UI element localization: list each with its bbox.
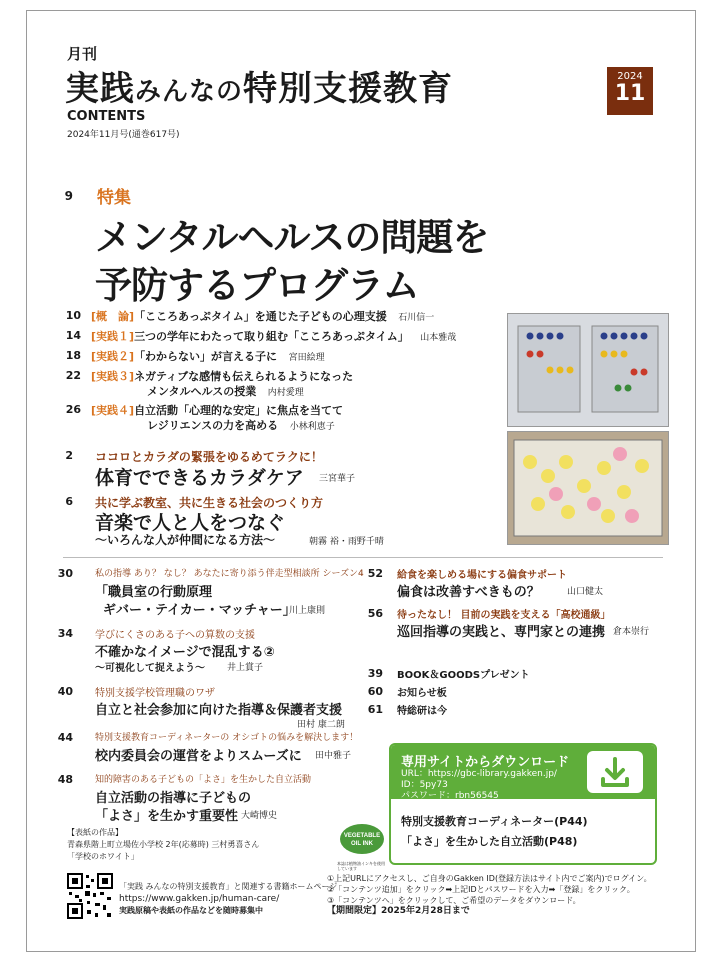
left-item-page: 44 [57, 731, 73, 744]
item-title: 「こころあっぷタイム」を通じた子どもの心理支援 [134, 310, 387, 323]
footer-info [119, 881, 337, 917]
left-item-kicker: 知的障害のある子どもの「よさ」を生かした自立活動 [95, 775, 312, 785]
item-tag: [実践３] [91, 370, 135, 383]
item-page: 22 [65, 369, 81, 382]
left-item-title: 自立活動の指導に子どもの [95, 791, 252, 806]
special-page: 6 [65, 495, 73, 508]
download-password: パスワード：rbn56545 [401, 791, 499, 801]
title-part-a: 実践 [65, 69, 135, 109]
veg-ink-note: 本誌は植物油インキを使用しています [337, 861, 385, 871]
left-item-page: 48 [57, 773, 73, 786]
feature-photo-magnet-board [507, 313, 669, 427]
vegetable-oil-ink-logo [337, 821, 387, 871]
footer-url[interactable]: https://www.gakken.jp/human-care/ [119, 894, 280, 904]
item-title: 自立活動「心理的な安定」に焦点を当てて [134, 404, 344, 417]
left-item-kicker: 特別支援学校管理職のワザ [95, 688, 215, 699]
item-page: 10 [65, 309, 81, 322]
item-page: 14 [65, 329, 81, 342]
special-subtitle: 〜いろんな人が仲間になる方法〜 [95, 533, 276, 547]
short-item-title: お知らせ板 [397, 688, 447, 699]
magazine-title [65, 61, 453, 110]
veg-ink-label-2: OIL INK [351, 841, 373, 847]
right-item-author: 山口健太 [567, 587, 604, 597]
left-item-title: 校内委員会の運営をよりスムーズに [95, 749, 302, 764]
special-title: 音楽で人と人をつなぐ [95, 512, 286, 534]
left-item-author: 井上賞子 [227, 663, 264, 673]
cover-line2: 「学校のホワイト」 [67, 852, 139, 861]
feature-photo-sticky-notes [507, 431, 669, 545]
left-item-author: 田村 康二朗 [297, 720, 345, 730]
download-item-1: 特別支援教育コーディネーター(P44) [401, 815, 588, 828]
download-credentials [401, 769, 557, 802]
left-item-page: 40 [57, 685, 73, 698]
item-tag: [実践１] [91, 330, 135, 343]
download-heading: 専用サイトからダウンロード [401, 755, 570, 770]
special-page: 2 [65, 449, 73, 462]
right-item-page: 52 [367, 567, 383, 580]
item-title: 「わからない」が言える子に [134, 350, 278, 363]
footer-recruit: 実践原稿や表紙の作品などを随時募集中 [119, 906, 263, 915]
qr-code[interactable] [67, 873, 113, 919]
special-kicker: 共に学ぶ教室、共に生きる社会のつくり方 [95, 496, 324, 510]
feature-page: 9 [64, 189, 73, 203]
download-item-2: 「よさ」を生かした自立活動(P48) [401, 835, 578, 848]
cover-credit [67, 827, 259, 863]
left-item-author: 大崎博史 [241, 811, 278, 821]
download-id: ID：5py73 [401, 780, 448, 790]
contents-page [26, 10, 696, 952]
cover-heading: 【表紙の作品】 [67, 828, 123, 837]
download-deadline: 【期間限定】2025年2月28日まで [327, 906, 470, 916]
left-item-title: 不確かなイメージで混乱する② [95, 645, 275, 660]
short-item-page: 39 [367, 667, 383, 680]
right-item-kicker: 待ったなし！ 目前の実践を支える「高校通級」 [397, 610, 611, 621]
instruction-step-3: ③「コンテンツへ」をクリックして、ご希望のデータをダウンロード。 [327, 896, 581, 905]
item-author: 内村愛理 [267, 388, 304, 398]
item-title-line2: メンタルヘルスの授業 [147, 385, 257, 398]
download-url[interactable]: URL：https://gbc-library.gakken.jp/ [401, 769, 557, 779]
item-title-line2: レジリエンスの力を高める [147, 419, 279, 432]
left-item-title-line2: 〜可視化して捉えよう〜 [95, 663, 205, 674]
item-tag: [実践４] [91, 404, 135, 417]
download-box [389, 743, 657, 865]
special-title: 体育でできるカラダケア [95, 467, 304, 489]
left-item-title-line2: ギバー・テイカー・マッチャー」 [103, 603, 296, 618]
left-item-kicker: 私の指導 あり？ なし？ あなたに寄り添う伴走型相談所 シーズン4 [95, 569, 364, 579]
title-part-b: みんなの [135, 77, 244, 107]
short-item-title: BOOK＆GOODSプレゼント [397, 670, 530, 681]
cover-line1: 青森県階上町立場佐小学校 2年(応募時) 三村勇喜さん [67, 840, 260, 849]
left-item-author: 川上康則 [289, 606, 326, 616]
special-author: 朝霧 裕・雨野千晴 [309, 537, 384, 547]
left-item-kicker: 特別支援教育コーディネーターの オシゴトの悩みを解決します！ [95, 733, 359, 743]
special-kicker: ココロとカラダの緊張をゆるめてラクに！ [95, 450, 323, 464]
special-author: 三宮華子 [319, 474, 356, 484]
left-item-page: 34 [57, 627, 73, 640]
instruction-step-1: ①上記URLにアクセスし、ご自身のGakken ID(登録方法はサイト内でご案内)でログイン。 [327, 874, 652, 883]
issue-number: 2024年11月号(通巻617号) [67, 130, 180, 140]
left-item-author: 田中雅子 [315, 751, 352, 761]
left-item-title-line2: 「よさ」を生かす重要性 [95, 809, 239, 824]
item-author: 小林利恵子 [289, 422, 335, 432]
right-item-page: 56 [367, 607, 383, 620]
item-author: 宮田絵理 [288, 353, 325, 363]
badge-month: 11 [614, 81, 646, 106]
right-item-title: 巡回指導の実践と、専門家との連携 [397, 625, 606, 640]
item-title: 三つの学年にわたって取り組む「こころあっぷタイム」 [134, 330, 409, 343]
item-author: 石川信一 [398, 313, 435, 323]
item-title: ネガティブな感情も伝えられるようになった [134, 370, 354, 383]
footer-desc: 「実践 みんなの特別支援教育」と関連する書籍ホームページ [119, 882, 338, 891]
right-item-title: 偏食は改善すべきもの？ [397, 585, 540, 600]
feature-tag: 特集 [97, 188, 131, 208]
left-item-kicker: 学びにくさのある子への算数の支援 [95, 630, 255, 641]
short-item-title: 特総研は今 [397, 706, 447, 717]
divider [63, 557, 663, 558]
download-icon[interactable] [587, 751, 643, 793]
item-tag: [概 論] [91, 310, 135, 323]
item-page: 26 [65, 403, 81, 416]
title-part-c: 特別支援教育 [243, 69, 454, 109]
item-tag: [実践２] [91, 350, 135, 363]
instruction-step-2: ②「コンテンツ追加」をクリック➡上記IDとパスワードを入力➡「登録」をクリック。 [327, 885, 635, 894]
monthly-label: 月刊 [67, 45, 98, 63]
veg-ink-label-1: VEGETABLE [343, 833, 381, 839]
issue-badge [607, 67, 653, 115]
contents-label: CONTENTS [67, 109, 146, 124]
right-item-author: 倉本崇行 [613, 627, 650, 637]
left-item-title: 「職員室の行動原理 [95, 585, 213, 600]
feature-headline-1: メンタルヘルスの問題を [95, 216, 489, 259]
left-item-page: 30 [57, 567, 73, 580]
item-author: 山本雅哉 [420, 333, 457, 343]
download-instructions [327, 873, 652, 917]
left-item-title: 自立と社会参加に向けた指導＆保護者支援 [95, 703, 343, 718]
badge-year: 2024 [617, 71, 643, 82]
item-page: 18 [65, 349, 81, 362]
short-item-page: 61 [367, 703, 383, 716]
right-item-kicker: 給食を楽しめる場にする偏食サポート [397, 570, 567, 581]
feature-headline-2: 予防するプログラム [95, 264, 419, 307]
short-item-page: 60 [367, 685, 383, 698]
